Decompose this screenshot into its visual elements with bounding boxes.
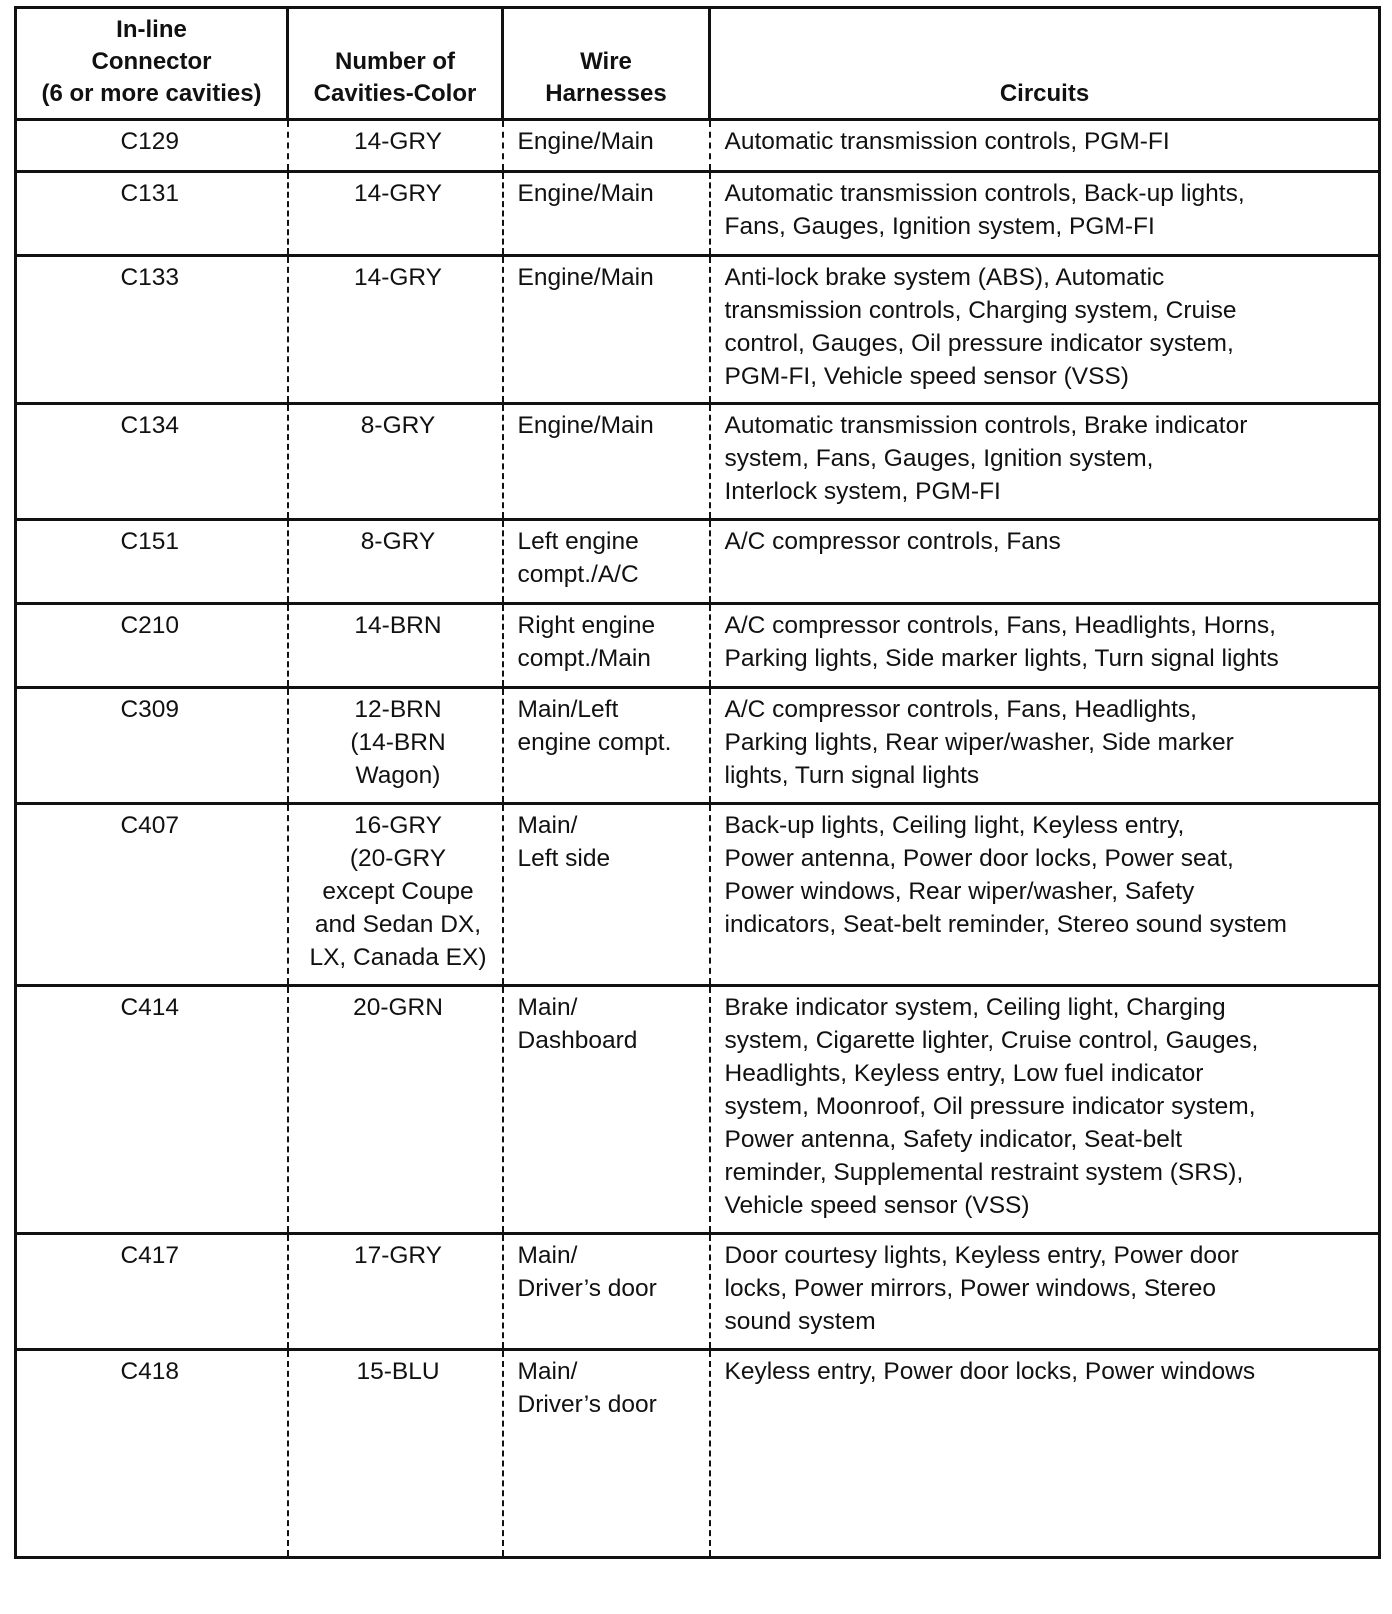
circuits-cell: Automatic transmission controls, Brake indicator system, Fans, Gauges, Ignition system, Interlock system, PGM-FI [710, 404, 1380, 520]
connector-cell: C134 [16, 404, 288, 520]
harness-cell: Main/ Dashboard [503, 986, 710, 1234]
table-row [16, 404, 1380, 520]
table-row [16, 804, 1380, 986]
connector-cell: C418 [16, 1350, 288, 1558]
harness-cell: Engine/Main [503, 256, 710, 404]
header-circuits: Circuits [710, 8, 1380, 120]
circuits-cell: Anti-lock brake system (ABS), Automatic transmission controls, Charging system, Cruise control, Gauges, Oil pressure indicator system, PGM-FI, Vehicle speed sensor (VSS) [710, 256, 1380, 404]
table-row [16, 1234, 1380, 1350]
cavities-cell: 14-GRY [288, 256, 503, 404]
connector-cell: C414 [16, 986, 288, 1234]
harness-cell: Main/ Driver’s door [503, 1234, 710, 1350]
cavities-cell: 16-GRY (20-GRY except Coupe and Sedan DX, LX, Canada EX) [288, 804, 503, 986]
harness-cell: Main/ Left side [503, 804, 710, 986]
connector-cell: C133 [16, 256, 288, 404]
cavities-cell: 14-BRN [288, 604, 503, 688]
cavities-cell: 8-GRY [288, 520, 503, 604]
cavities-cell: 14-GRY [288, 172, 503, 256]
connector-cell: C210 [16, 604, 288, 688]
table-row [16, 520, 1380, 604]
cavities-cell: 14-GRY [288, 120, 503, 172]
circuits-cell: Automatic transmission controls, PGM-FI [710, 120, 1380, 172]
table-row [16, 172, 1380, 256]
circuits-cell: A/C compressor controls, Fans, Headlights, Horns, Parking lights, Side marker lights, Turn signal lights [710, 604, 1380, 688]
header-wire-harnesses: Wire Harnesses [503, 8, 710, 120]
circuits-cell: A/C compressor controls, Fans, Headlights, Parking lights, Rear wiper/washer, Side marker lights, Turn signal lights [710, 688, 1380, 804]
connector-cell: C309 [16, 688, 288, 804]
table-row [16, 120, 1380, 172]
connector-cell: C151 [16, 520, 288, 604]
header-cavities-color: Number of Cavities-Color [288, 8, 503, 120]
harness-cell: Main/Left engine compt. [503, 688, 710, 804]
connector-cell: C131 [16, 172, 288, 256]
harness-cell: Engine/Main [503, 120, 710, 172]
table-row [16, 986, 1380, 1234]
cavities-cell: 12-BRN (14-BRN Wagon) [288, 688, 503, 804]
harness-cell: Right engine compt./Main [503, 604, 710, 688]
circuits-cell: Keyless entry, Power door locks, Power windows [710, 1350, 1380, 1558]
circuits-cell: Door courtesy lights, Keyless entry, Power door locks, Power mirrors, Power windows, Stereo sound system [710, 1234, 1380, 1350]
cavities-cell: 15-BLU [288, 1350, 503, 1558]
cavities-cell: 20-GRN [288, 986, 503, 1234]
harness-cell: Main/ Driver’s door [503, 1350, 710, 1558]
circuits-cell: Automatic transmission controls, Back-up lights, Fans, Gauges, Ignition system, PGM-FI [710, 172, 1380, 256]
circuits-cell: Back-up lights, Ceiling light, Keyless entry, Power antenna, Power door locks, Power seat, Power windows, Rear wiper/washer, Safety indicators, Seat-belt reminder, Stereo sound system [710, 804, 1380, 986]
table-row [16, 1350, 1380, 1558]
harness-cell: Left engine compt./A/C [503, 520, 710, 604]
circuits-cell: A/C compressor controls, Fans [710, 520, 1380, 604]
table-row [16, 688, 1380, 804]
header-connector: In-line Connector (6 or more cavities) [16, 8, 288, 120]
table-row [16, 256, 1380, 404]
connector-cell: C129 [16, 120, 288, 172]
connector-table-sheet [14, 6, 1378, 1608]
table-header-row [16, 8, 1380, 120]
connector-cell: C407 [16, 804, 288, 986]
harness-cell: Engine/Main [503, 172, 710, 256]
connector-cell: C417 [16, 1234, 288, 1350]
cavities-cell: 8-GRY [288, 404, 503, 520]
circuits-cell: Brake indicator system, Ceiling light, Charging system, Cigarette lighter, Cruise control, Gauges, Headlights, Keyless entry, Low fuel indicator system, Moonroof, Oil pressure indicator system, Power antenna, Safety indicator, Seat-belt reminder, Supplemental restraint system (SRS), Vehicle speed sensor (VSS) [710, 986, 1380, 1234]
cavities-cell: 17-GRY [288, 1234, 503, 1350]
connector-table [14, 6, 1381, 1559]
harness-cell: Engine/Main [503, 404, 710, 520]
table-row [16, 604, 1380, 688]
